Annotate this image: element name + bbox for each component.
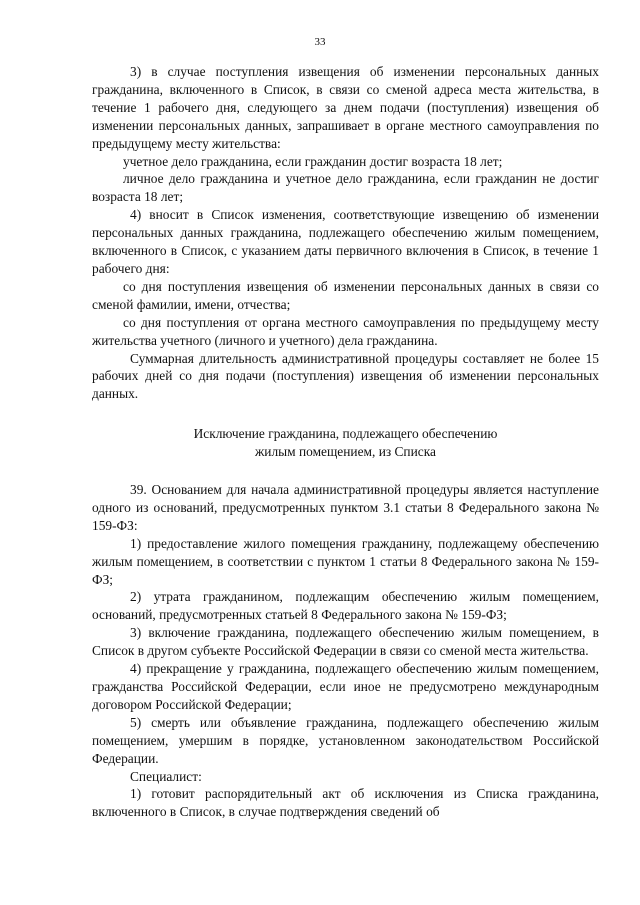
section-heading [92, 403, 599, 481]
paragraph-specialist: Специалист: [130, 768, 202, 784]
page-number: 33 [314, 36, 326, 48]
document-body [92, 63, 599, 821]
paragraph-registration-file-adult: учетное дело гражданина, если гражданин достиг возраста 18 лет; [123, 153, 503, 169]
paragraph-total-duration: Суммарная длительность административной процедуры составляет не более 15 рабочих дней со дня подачи (поступления) извещения об изменении персональных данных. [92, 350, 599, 402]
paragraph-ground-1: 1) предоставление жилого помещения гражданину, подлежащему обеспечению жилым помещением, в соответствии с пунктом 1 статьи 8 Федерального закона № 159-ФЗ; [92, 535, 599, 587]
paragraph-specialist-step-1: 1) готовит распорядительный акт об исключения из Списка гражданина, включенного в Список, в случае подтверждения сведений об [92, 786, 599, 820]
paragraph-personal-file-minor: личное дело гражданина и учетное дело гражданина, если гражданин не достиг возраста 18 лет; [92, 171, 599, 205]
section-heading-line-2: жилым помещением, из Списка [255, 444, 436, 460]
paragraph-ground-3: 3) включение гражданина, подлежащего обеспечению жилым помещением, в Список в другом субъекте Российской Федерации в связи со сменой места жительства. [92, 625, 599, 659]
paragraph-item-3-request: 3) в случае поступления извещения об изменении персональных данных гражданина, включенного в Список, в связи со сменой адреса места жительства, в течение 1 рабочего дня, следующего за днем подачи (поступления) извещения об изменении персональных данных, запрашивает в органе местного самоуправления по предыдущему месту жительства: [92, 64, 599, 151]
paragraph-ground-5: 5) смерть или объявление гражданина, подлежащего обеспечению жилым помещением, умершим в порядке, установленном законодательством Российской Федерации. [92, 714, 599, 766]
paragraph-item-4-changes: 4) вносит в Список изменения, соответствующие извещению об изменении персональных данных гражданина, подлежащего обеспечению жилым помещением, включенного в Список, с указанием даты первичного включения в Список, в течение 1 рабочего дня: [92, 207, 599, 276]
paragraph-name-change: со дня поступления извещения об изменении персональных данных в связи со сменой фамилии, имени, отчества; [92, 278, 599, 312]
section-heading-line-1: Исключение гражданина, подлежащего обеспечению [193, 426, 498, 442]
paragraph-file-receipt: со дня поступления от органа местного самоуправления по предыдущему месту жительства учетного (личного и учетного) дела гражданина. [92, 314, 599, 348]
paragraph-39-grounds: 39. Основанием для начала административной процедуры является наступление одного из оснований, предусмотренных пунктом 3.1 статьи 8 Федерального закона № 159-ФЗ: [92, 482, 599, 533]
paragraph-ground-4: 4) прекращение у гражданина, подлежащего обеспечению жилым помещением, гражданства Российской Федерации, если иное не предусмотрено международным договором Российской Федерации; [92, 661, 599, 712]
paragraph-ground-2: 2) утрата гражданином, подлежащим обеспечению жилым помещением, оснований, предусмотренных статьей 8 Федерального закона № 159-ФЗ; [92, 589, 599, 623]
